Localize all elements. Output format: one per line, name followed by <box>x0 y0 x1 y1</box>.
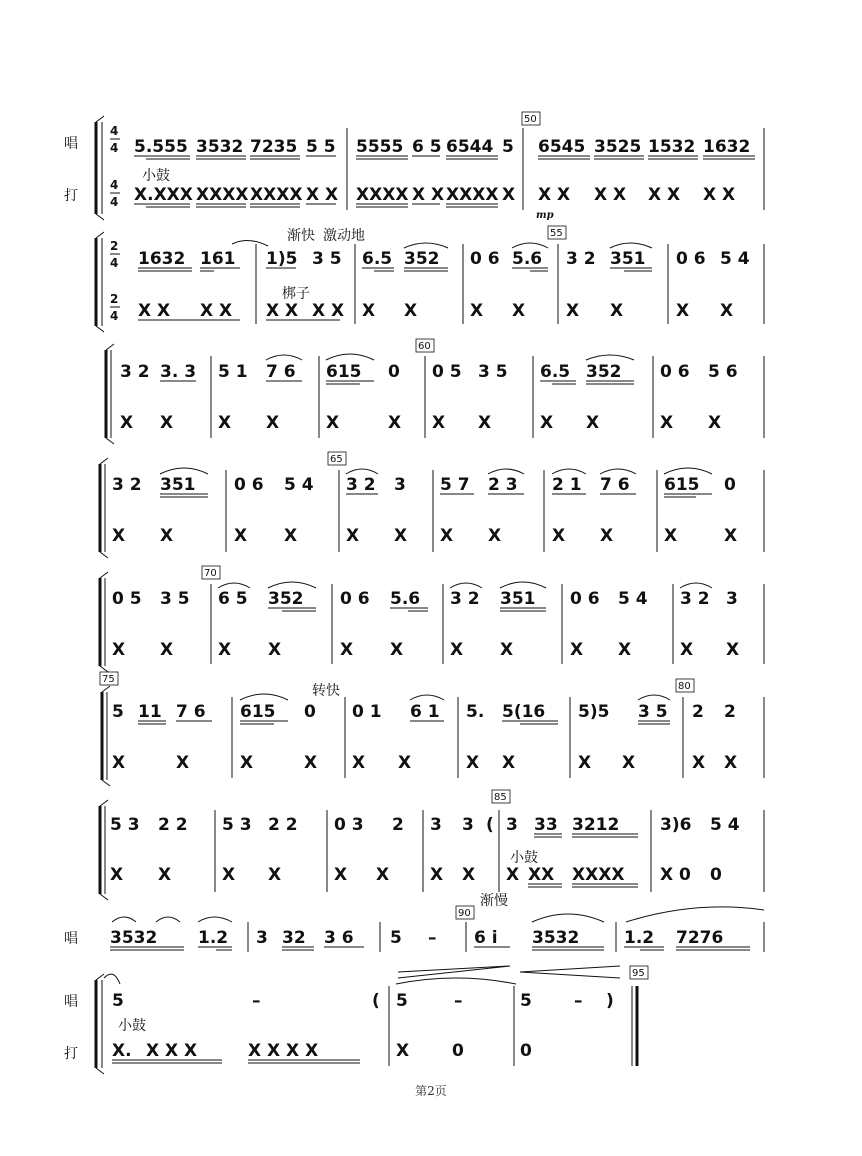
svg-text:X: X <box>120 413 134 433</box>
svg-text:0 5: 0 5 <box>112 589 142 609</box>
svg-text:352: 352 <box>404 249 440 269</box>
hit-group: X X <box>648 185 681 205</box>
expression-text: 激动地 <box>323 228 365 244</box>
hit-group: X.XXX <box>134 185 193 205</box>
svg-text:7 6: 7 6 <box>176 702 206 722</box>
svg-text:X: X <box>346 526 360 546</box>
svg-text:X: X <box>540 413 554 433</box>
svg-text:–: – <box>428 928 437 948</box>
note-group: 6545 <box>538 137 586 157</box>
svg-text:X X: X X <box>200 301 233 321</box>
svg-text:X: X <box>618 640 632 660</box>
svg-text:X: X <box>466 753 480 773</box>
svg-text:X: X <box>326 413 340 433</box>
svg-text:1.2: 1.2 <box>198 928 229 948</box>
svg-text:X: X <box>430 865 444 885</box>
svg-text:X X X: X X X <box>146 1041 198 1061</box>
tempo-text: 转快 <box>312 683 340 699</box>
svg-text:161: 161 <box>200 249 236 269</box>
svg-text:0: 0 <box>724 475 736 495</box>
svg-text:0 5: 0 5 <box>432 362 462 382</box>
svg-text:X: X <box>234 526 248 546</box>
svg-text:5 7: 5 7 <box>440 475 470 495</box>
svg-text:0 6: 0 6 <box>470 249 500 269</box>
svg-text:X: X <box>676 301 690 321</box>
svg-text:–: – <box>574 991 583 1011</box>
svg-text:XX: XX <box>528 865 555 885</box>
svg-text:X: X <box>552 526 566 546</box>
svg-text:2: 2 <box>110 239 119 253</box>
svg-text:X X: X X <box>266 301 299 321</box>
svg-text:–: – <box>252 991 261 1011</box>
note-group: 1632 <box>703 137 751 157</box>
svg-text:6.5: 6.5 <box>540 362 571 382</box>
svg-text:X: X <box>724 753 738 773</box>
svg-text:2: 2 <box>110 292 119 306</box>
svg-text:X: X <box>692 753 706 773</box>
svg-text:X: X <box>160 413 174 433</box>
svg-text:3532: 3532 <box>110 928 158 948</box>
svg-text:5: 5 <box>390 928 402 948</box>
note-group: 5 5 <box>306 137 336 157</box>
svg-text:X: X <box>112 753 126 773</box>
svg-text:2 2: 2 2 <box>268 815 298 835</box>
svg-text:33: 33 <box>534 815 558 835</box>
svg-text:3 5: 3 5 <box>478 362 508 382</box>
svg-text:X: X <box>176 753 190 773</box>
system-4 <box>100 452 764 558</box>
svg-text:X: X <box>708 413 722 433</box>
svg-text:X: X <box>240 753 254 773</box>
dynamic-mark: mp <box>536 210 554 221</box>
svg-text:X: X <box>680 640 694 660</box>
hit-group: X X <box>594 185 627 205</box>
svg-text:3 5: 3 5 <box>638 702 668 722</box>
svg-text:6 1: 6 1 <box>410 702 440 722</box>
system-5 <box>100 566 764 672</box>
svg-text:32: 32 <box>282 928 306 948</box>
svg-text:615: 615 <box>326 362 362 382</box>
svg-text:X: X <box>222 865 236 885</box>
svg-text:X: X <box>724 526 738 546</box>
hit-group: X X <box>703 185 736 205</box>
note-group: 3525 <box>594 137 642 157</box>
note-group: 5.555 <box>134 137 188 157</box>
svg-text:352: 352 <box>268 589 304 609</box>
svg-text:X: X <box>664 526 678 546</box>
svg-text:X: X <box>112 640 126 660</box>
svg-text:X: X <box>158 865 172 885</box>
svg-text:X: X <box>610 301 624 321</box>
svg-text:X: X <box>160 526 174 546</box>
svg-text:X: X <box>218 413 232 433</box>
svg-text:11: 11 <box>138 702 162 722</box>
svg-text:X: X <box>390 640 404 660</box>
svg-text:0: 0 <box>304 702 316 722</box>
svg-text:–: – <box>454 991 463 1011</box>
svg-text:5: 5 <box>112 702 124 722</box>
note-group: 1532 <box>648 137 696 157</box>
svg-text:351: 351 <box>500 589 536 609</box>
svg-text:615: 615 <box>240 702 276 722</box>
svg-text:X: X <box>500 640 514 660</box>
system-1 <box>64 112 764 221</box>
svg-text:6 5: 6 5 <box>218 589 248 609</box>
hit-group: XXXX <box>446 185 499 205</box>
measure-number: 70 <box>204 568 217 579</box>
hit-group: XXXX <box>250 185 303 205</box>
svg-text:X X X X: X X X X <box>248 1041 319 1061</box>
svg-text:X: X <box>720 301 734 321</box>
svg-text:2: 2 <box>392 815 404 835</box>
hit-group: X <box>502 185 516 205</box>
measure-number: 60 <box>418 341 431 352</box>
svg-text:X.: X. <box>112 1041 132 1061</box>
svg-text:5: 5 <box>396 991 408 1011</box>
svg-text:3 2: 3 2 <box>112 475 142 495</box>
svg-text:5 4: 5 4 <box>720 249 750 269</box>
svg-text:X: X <box>502 753 516 773</box>
instrument-text: 小鼓 <box>142 168 170 184</box>
svg-text:X: X <box>398 753 412 773</box>
svg-text:(: ( <box>486 815 494 835</box>
svg-text:X: X <box>470 301 484 321</box>
system-6 <box>100 672 764 786</box>
svg-text:X: X <box>726 640 740 660</box>
svg-text:5.6: 5.6 <box>512 249 543 269</box>
tempo-text: 渐慢 <box>480 893 508 909</box>
svg-text:X: X <box>512 301 526 321</box>
hit-group: XXXX <box>196 185 249 205</box>
svg-text:4: 4 <box>110 309 119 323</box>
svg-text:3 2: 3 2 <box>450 589 480 609</box>
svg-text:X: X <box>266 413 280 433</box>
svg-text:0 6: 0 6 <box>570 589 600 609</box>
svg-text:3 2: 3 2 <box>120 362 150 382</box>
svg-text:X: X <box>110 865 124 885</box>
system-7 <box>100 790 764 900</box>
hit-group: XXXX <box>356 185 409 205</box>
svg-text:2: 2 <box>724 702 736 722</box>
instrument-text: 梆子 <box>282 286 310 302</box>
svg-text:2 3: 2 3 <box>488 475 518 495</box>
system-8 <box>64 892 764 952</box>
svg-text:X: X <box>600 526 614 546</box>
svg-text:0: 0 <box>452 1041 464 1061</box>
svg-text:X: X <box>506 865 520 885</box>
svg-text:3532: 3532 <box>532 928 580 948</box>
decrescendo-mark <box>398 966 510 978</box>
svg-text:352: 352 <box>586 362 622 382</box>
svg-text:3212: 3212 <box>572 815 620 835</box>
note-group: 7235 <box>250 137 298 157</box>
note-group: 3532 <box>196 137 244 157</box>
svg-text:5 3: 5 3 <box>110 815 140 835</box>
svg-text:6 i: 6 i <box>474 928 498 948</box>
svg-text:5 1: 5 1 <box>218 362 248 382</box>
svg-text:X: X <box>450 640 464 660</box>
svg-text:X: X <box>578 753 592 773</box>
note-group: 6 5 <box>412 137 442 157</box>
system-2 <box>96 226 764 332</box>
measure-number: 80 <box>678 681 691 692</box>
svg-text:X: X <box>586 413 600 433</box>
part-label-hit: 打 <box>64 1046 78 1062</box>
svg-text:X: X <box>440 526 454 546</box>
svg-text:X: X <box>362 301 376 321</box>
system-9 <box>64 966 648 1074</box>
svg-text:0: 0 <box>710 865 722 885</box>
svg-text:X: X <box>352 753 366 773</box>
svg-text:3. 3: 3. 3 <box>160 362 197 382</box>
svg-text:X X: X X <box>138 301 171 321</box>
svg-text:3: 3 <box>430 815 442 835</box>
svg-text:3)6: 3)6 <box>660 815 692 835</box>
time-signature-bottom: 4 <box>110 141 119 155</box>
svg-text:1.2: 1.2 <box>624 928 655 948</box>
svg-text:X: X <box>432 413 446 433</box>
hit-group: X X <box>538 185 571 205</box>
svg-text:X: X <box>388 413 402 433</box>
svg-text:3: 3 <box>462 815 474 835</box>
svg-text:X: X <box>396 1041 410 1061</box>
svg-text:X: X <box>268 865 282 885</box>
svg-text:0: 0 <box>388 362 400 382</box>
svg-text:351: 351 <box>160 475 196 495</box>
svg-text:2: 2 <box>692 702 704 722</box>
svg-text:X: X <box>570 640 584 660</box>
note-group: 5 <box>502 137 514 157</box>
svg-text:X: X <box>304 753 318 773</box>
part-label-sing: 唱 <box>64 136 78 152</box>
part-label-sing: 唱 <box>64 931 78 947</box>
svg-text:X: X <box>622 753 636 773</box>
svg-text:X: X <box>566 301 580 321</box>
part-label-hit: 打 <box>64 188 78 204</box>
svg-text:615: 615 <box>664 475 700 495</box>
svg-text:0 3: 0 3 <box>334 815 364 835</box>
svg-text:X: X <box>394 526 408 546</box>
svg-text:5 6: 5 6 <box>708 362 738 382</box>
svg-text:5 4: 5 4 <box>710 815 740 835</box>
svg-text:5)5: 5)5 <box>578 702 610 722</box>
svg-text:X: X <box>284 526 298 546</box>
svg-text:X: X <box>218 640 232 660</box>
measure-number: 85 <box>494 792 507 803</box>
svg-text:5 3: 5 3 <box>222 815 252 835</box>
svg-text:X: X <box>268 640 282 660</box>
svg-text:3 5: 3 5 <box>160 589 190 609</box>
measure-number: 75 <box>102 674 115 685</box>
svg-text:1)5: 1)5 <box>266 249 298 269</box>
svg-text:3: 3 <box>506 815 518 835</box>
svg-text:0: 0 <box>520 1041 532 1061</box>
svg-text:): ) <box>606 991 614 1011</box>
svg-text:4: 4 <box>110 256 119 270</box>
svg-text:X: X <box>112 526 126 546</box>
svg-text:5: 5 <box>520 991 532 1011</box>
svg-text:(: ( <box>372 991 380 1011</box>
svg-text:5.6: 5.6 <box>390 589 421 609</box>
page-number: 第2页 <box>415 1084 447 1098</box>
hit-group: X X <box>306 185 339 205</box>
svg-text:7 6: 7 6 <box>266 362 296 382</box>
svg-text:5: 5 <box>112 991 124 1011</box>
svg-text:351: 351 <box>610 249 646 269</box>
part-label-sing: 唱 <box>64 994 78 1010</box>
svg-text:7276: 7276 <box>676 928 724 948</box>
svg-text:X: X <box>160 640 174 660</box>
svg-text:3: 3 <box>726 589 738 609</box>
instrument-text: 小鼓 <box>510 850 538 866</box>
measure-number: 50 <box>524 114 537 125</box>
note-group: 5555 <box>356 137 404 157</box>
svg-text:4: 4 <box>110 178 119 192</box>
svg-text:3 2: 3 2 <box>680 589 710 609</box>
svg-text:6.5: 6.5 <box>362 249 393 269</box>
time-signature-top: 4 <box>110 124 119 138</box>
svg-text:0 1: 0 1 <box>352 702 382 722</box>
svg-text:X: X <box>340 640 354 660</box>
tempo-text: 渐快 <box>287 228 315 244</box>
svg-text:4: 4 <box>110 195 119 209</box>
svg-text:5.: 5. <box>466 702 485 722</box>
svg-text:1632: 1632 <box>138 249 186 269</box>
svg-text:X: X <box>478 413 492 433</box>
svg-text:X: X <box>660 413 674 433</box>
svg-text:3 2: 3 2 <box>346 475 376 495</box>
svg-text:5 4: 5 4 <box>284 475 314 495</box>
crescendo-mark <box>520 966 620 978</box>
svg-text:2 1: 2 1 <box>552 475 582 495</box>
svg-text:X 0: X 0 <box>660 865 691 885</box>
hit-group: X X <box>412 185 445 205</box>
svg-text:0 6: 0 6 <box>676 249 706 269</box>
svg-text:3: 3 <box>256 928 268 948</box>
measure-number: 65 <box>330 454 343 465</box>
svg-text:3: 3 <box>394 475 406 495</box>
svg-text:X: X <box>488 526 502 546</box>
svg-text:X: X <box>462 865 476 885</box>
svg-text:2 2: 2 2 <box>158 815 188 835</box>
measure-number: 95 <box>632 968 645 979</box>
svg-text:0 6: 0 6 <box>340 589 370 609</box>
measure-number: 90 <box>458 908 471 919</box>
svg-text:X: X <box>404 301 418 321</box>
svg-text:XXXX: XXXX <box>572 865 625 885</box>
instrument-text: 小鼓 <box>118 1018 146 1034</box>
svg-text:0 6: 0 6 <box>234 475 264 495</box>
svg-text:0 6: 0 6 <box>660 362 690 382</box>
measure-number: 55 <box>550 228 563 239</box>
svg-text:3 6: 3 6 <box>324 928 354 948</box>
svg-text:X: X <box>376 865 390 885</box>
svg-text:3 2: 3 2 <box>566 249 596 269</box>
svg-text:3 5: 3 5 <box>312 249 342 269</box>
system-3 <box>106 339 764 444</box>
svg-text:X: X <box>334 865 348 885</box>
svg-text:X X: X X <box>312 301 345 321</box>
svg-text:5(16: 5(16 <box>502 702 546 722</box>
svg-text:7 6: 7 6 <box>600 475 630 495</box>
svg-text:5 4: 5 4 <box>618 589 648 609</box>
note-group: 6544 <box>446 137 494 157</box>
